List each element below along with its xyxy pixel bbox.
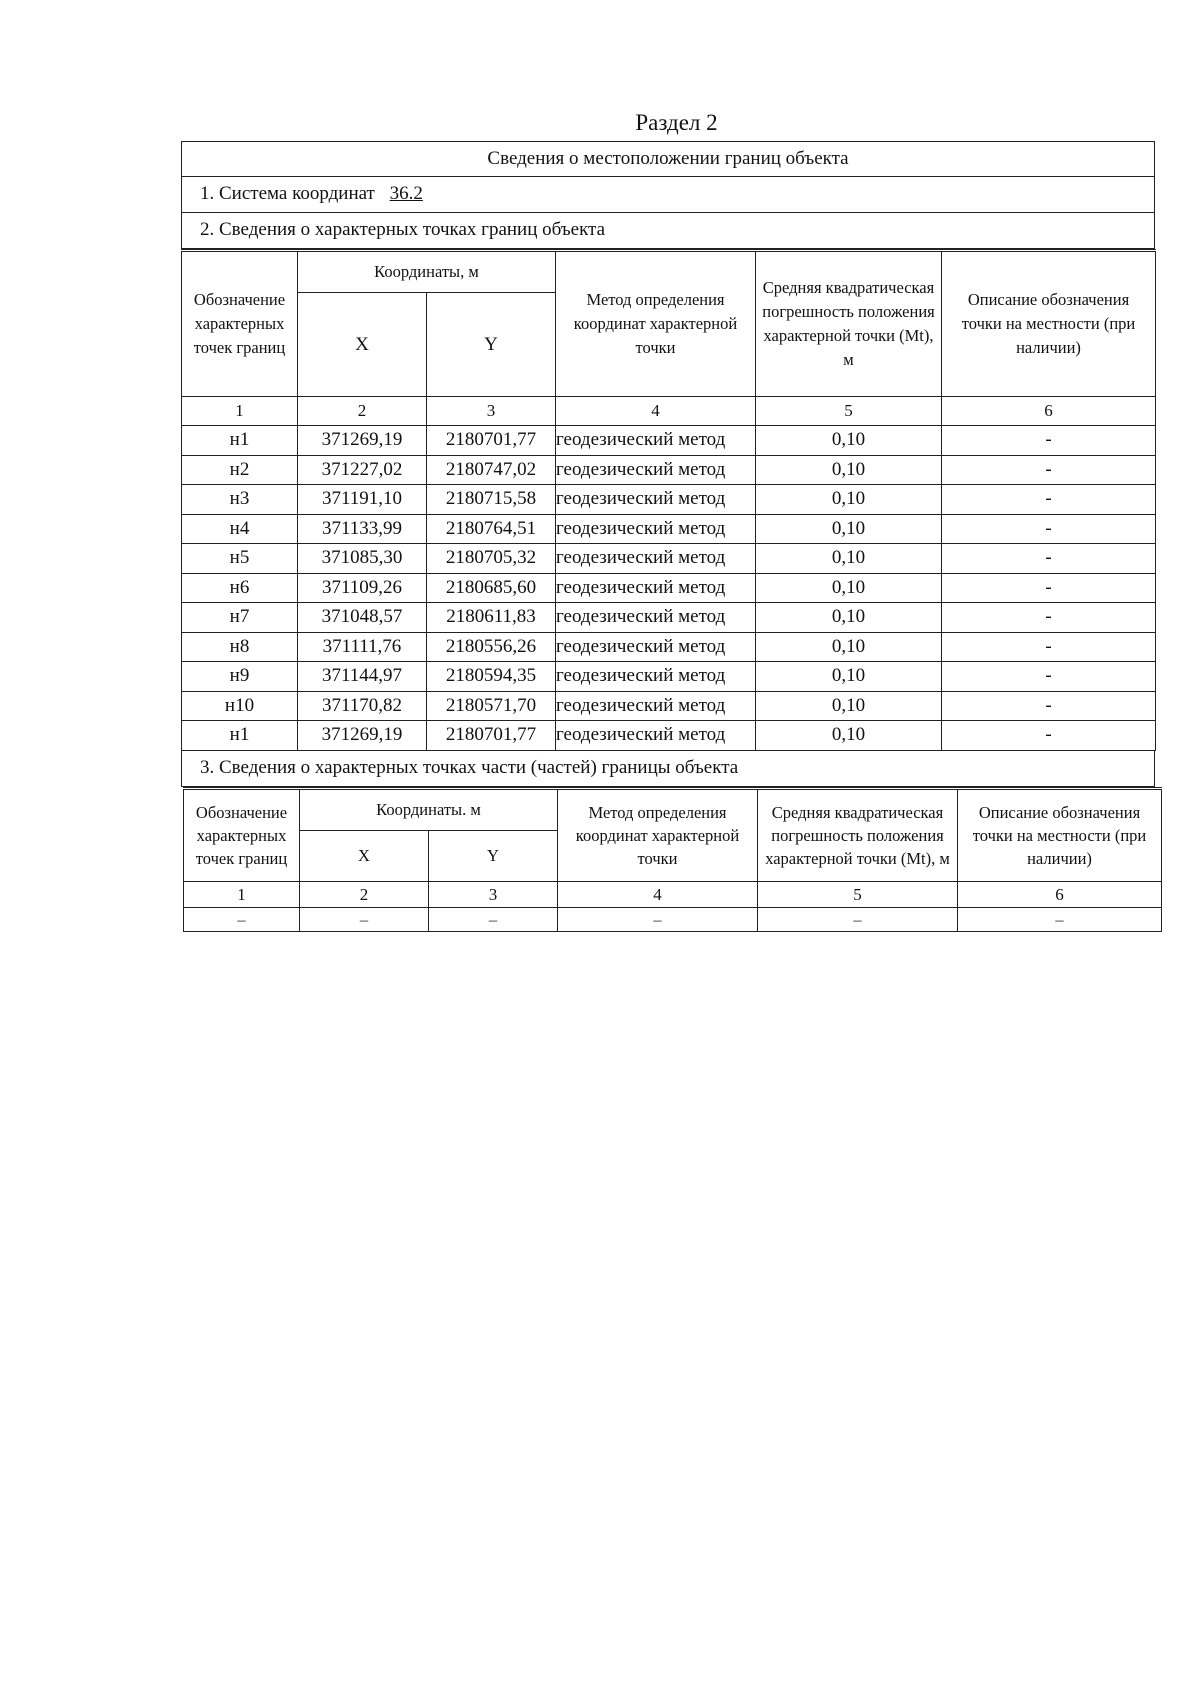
part-column-numbers-row <box>184 881 1162 907</box>
part-header-x: X <box>300 830 429 881</box>
table-cell: – <box>184 907 300 931</box>
method-cell: геодезический метод <box>556 455 756 485</box>
point-cell: н1 <box>182 721 298 751</box>
method-cell: геодезический метод <box>556 514 756 544</box>
description-cell: - <box>942 514 1156 544</box>
error-cell: 0,10 <box>756 721 942 751</box>
method-cell: геодезический метод <box>556 573 756 603</box>
header-description: Описание обозначения точки на местности (при наличии) <box>942 251 1156 397</box>
x-cell: 371269,19 <box>298 426 427 456</box>
error-cell: 0,10 <box>756 485 942 515</box>
header-designation: Обозначение характерных точек границ <box>182 251 298 397</box>
column-number: 4 <box>558 881 758 907</box>
method-cell: геодезический метод <box>556 426 756 456</box>
error-cell: 0,10 <box>756 573 942 603</box>
part-header-designation: Обозначение характерных точек границ <box>184 788 300 881</box>
point-cell: н10 <box>182 691 298 721</box>
column-number: 2 <box>298 397 427 426</box>
error-cell: 0,10 <box>756 544 942 574</box>
description-cell: - <box>942 485 1156 515</box>
method-cell: геодезический метод <box>556 544 756 574</box>
error-cell: 0,10 <box>756 455 942 485</box>
table-cell: – <box>558 907 758 931</box>
points-section-title: 2. Сведения о характерных точках границ объекта <box>181 213 1155 249</box>
table-cell: – <box>758 907 958 931</box>
point-cell: н8 <box>182 632 298 662</box>
part-header-coordinates: Координаты. м <box>300 788 558 830</box>
description-cell: - <box>942 573 1156 603</box>
part-header-error: Средняя квадратическая погрешность положения характерной точки (Mt), м <box>758 788 958 881</box>
table-row <box>182 485 1156 515</box>
column-number: 5 <box>756 397 942 426</box>
description-cell: - <box>942 632 1156 662</box>
header-y: Y <box>427 293 556 397</box>
header-x: X <box>298 293 427 397</box>
description-cell: - <box>942 603 1156 633</box>
table-row <box>182 632 1156 662</box>
column-number: 2 <box>300 881 429 907</box>
form-header: Сведения о местоположении границ объекта <box>181 141 1155 177</box>
y-cell: 2180701,77 <box>427 721 556 751</box>
error-cell: 0,10 <box>756 632 942 662</box>
x-cell: 371144,97 <box>298 662 427 692</box>
header-method: Метод определения координат характерной точки <box>556 251 756 397</box>
error-cell: 0,10 <box>756 691 942 721</box>
table-row <box>182 691 1156 721</box>
column-number: 4 <box>556 397 756 426</box>
method-cell: геодезический метод <box>556 632 756 662</box>
y-cell: 2180594,35 <box>427 662 556 692</box>
table-row <box>182 603 1156 633</box>
parts-section-title: 3. Сведения о характерных точках части (частей) границы объекта <box>181 751 1155 787</box>
description-cell: - <box>942 691 1156 721</box>
column-number: 3 <box>429 881 558 907</box>
column-number: 6 <box>942 397 1156 426</box>
table-cell: – <box>429 907 558 931</box>
y-cell: 2180556,26 <box>427 632 556 662</box>
x-cell: 371109,26 <box>298 573 427 603</box>
header-coordinates: Координаты, м <box>298 251 556 293</box>
x-cell: 371048,57 <box>298 603 427 633</box>
point-cell: н6 <box>182 573 298 603</box>
part-empty-row <box>184 907 1162 931</box>
error-cell: 0,10 <box>756 662 942 692</box>
table-row <box>182 662 1156 692</box>
table-cell: – <box>958 907 1162 931</box>
description-cell: - <box>942 426 1156 456</box>
column-number: 3 <box>427 397 556 426</box>
point-cell: н5 <box>182 544 298 574</box>
coordinate-system-label: 1. Система координат <box>200 183 375 204</box>
table-cell: – <box>300 907 429 931</box>
error-cell: 0,10 <box>756 514 942 544</box>
table-row <box>182 721 1156 751</box>
y-cell: 2180715,58 <box>427 485 556 515</box>
table-row <box>182 514 1156 544</box>
x-cell: 371191,10 <box>298 485 427 515</box>
header-error: Средняя квадратическая погрешность положения характерной точки (Mt), м <box>756 251 942 397</box>
y-cell: 2180705,32 <box>427 544 556 574</box>
x-cell: 371085,30 <box>298 544 427 574</box>
section-title: Раздел 2 <box>635 110 718 135</box>
part-points-table <box>183 787 1162 932</box>
table-row <box>182 544 1156 574</box>
point-cell: н4 <box>182 514 298 544</box>
column-number: 6 <box>958 881 1162 907</box>
method-cell: геодезический метод <box>556 485 756 515</box>
y-cell: 2180764,51 <box>427 514 556 544</box>
point-cell: н3 <box>182 485 298 515</box>
x-cell: 371170,82 <box>298 691 427 721</box>
point-cell: н7 <box>182 603 298 633</box>
table-row <box>182 455 1156 485</box>
method-cell: геодезический метод <box>556 662 756 692</box>
error-cell: 0,10 <box>756 426 942 456</box>
column-numbers-row <box>182 397 1156 426</box>
description-cell: - <box>942 662 1156 692</box>
coordinate-system-row <box>181 177 1155 213</box>
y-cell: 2180571,70 <box>427 691 556 721</box>
point-cell: н2 <box>182 455 298 485</box>
table-row <box>182 573 1156 603</box>
y-cell: 2180611,83 <box>427 603 556 633</box>
boundary-points-table <box>181 249 1156 751</box>
description-cell: - <box>942 544 1156 574</box>
method-cell: геодезический метод <box>556 721 756 751</box>
coordinate-system-value: 36.2 <box>389 183 423 204</box>
x-cell: 371227,02 <box>298 455 427 485</box>
error-cell: 0,10 <box>756 603 942 633</box>
part-header-description: Описание обозначения точки на местности (при наличии) <box>958 788 1162 881</box>
boundary-info-form <box>181 141 1155 932</box>
method-cell: геодезический метод <box>556 691 756 721</box>
description-cell: - <box>942 721 1156 751</box>
method-cell: геодезический метод <box>556 603 756 633</box>
description-cell: - <box>942 455 1156 485</box>
column-number: 1 <box>184 881 300 907</box>
y-cell: 2180685,60 <box>427 573 556 603</box>
x-cell: 371269,19 <box>298 721 427 751</box>
table-row <box>182 426 1156 456</box>
column-number: 1 <box>182 397 298 426</box>
y-cell: 2180701,77 <box>427 426 556 456</box>
point-cell: н1 <box>182 426 298 456</box>
x-cell: 371111,76 <box>298 632 427 662</box>
part-header-y: Y <box>429 830 558 881</box>
x-cell: 371133,99 <box>298 514 427 544</box>
point-cell: н9 <box>182 662 298 692</box>
column-number: 5 <box>758 881 958 907</box>
part-header-method: Метод определения координат характерной точки <box>558 788 758 881</box>
y-cell: 2180747,02 <box>427 455 556 485</box>
points-table-body <box>182 426 1156 751</box>
